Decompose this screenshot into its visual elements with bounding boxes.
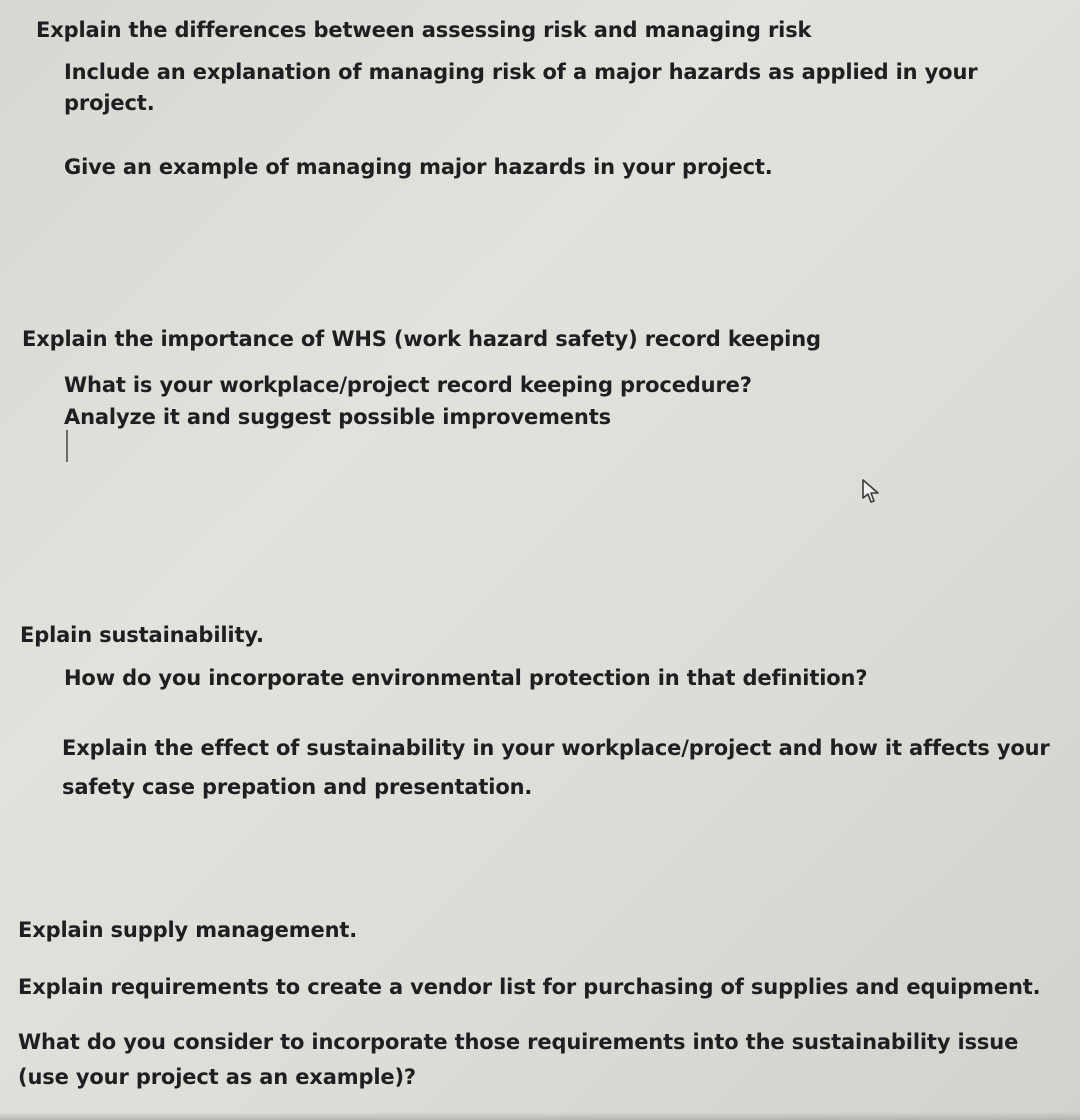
section-3-line-3: safety case prepation and presentation. (62, 775, 533, 799)
section-1-line-1: Include an explanation of managing risk of a major hazards as applied in your (64, 60, 978, 84)
section-2-heading: Explain the importance of WHS (work hazard safety) record keeping (22, 327, 821, 351)
text-caret[interactable] (66, 430, 68, 462)
section-1-line-2: project. (64, 91, 155, 115)
section-1-heading: Explain the differences between assessing risk and managing risk (36, 18, 812, 42)
section-1-line-3: Give an example of managing major hazards in your project. (64, 155, 773, 179)
section-3-line-2: Explain the effect of sustainability in your workplace/project and how it affects your (62, 736, 1050, 760)
section-4-heading: Explain supply management. (18, 918, 358, 942)
screen-bottom-edge (0, 1112, 1080, 1120)
section-4-line-2: What do you consider to incorporate those requirements into the sustainability issue (18, 1030, 1019, 1054)
section-4-line-1: Explain requirements to create a vendor list for purchasing of supplies and equipment. (18, 975, 1041, 999)
section-2-line-2: Analyze it and suggest possible improvements (64, 405, 611, 429)
section-2-line-1: What is your workplace/project record keeping procedure? (64, 373, 752, 397)
mouse-pointer-icon (860, 478, 882, 506)
section-3-line-1: How do you incorporate environmental protection in that definition? (64, 666, 868, 690)
section-4-line-3: (use your project as an example)? (18, 1065, 416, 1089)
section-3-heading: Eplain sustainability. (20, 623, 264, 647)
